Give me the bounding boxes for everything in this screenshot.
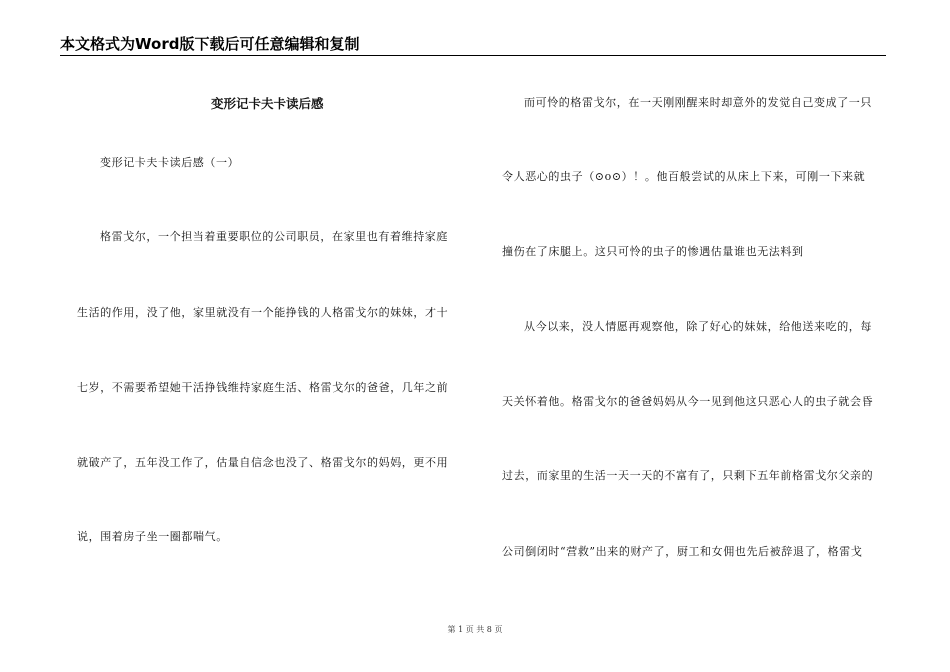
paragraph-line: 从今以来，没人情愿再观察他，除了好心的妹妹，给他送来吃的，每 [524, 320, 872, 333]
paragraph-line: 公司倒闭时“营救”出来的财产了，厨工和女佣也先后被辞退了，格雷戈 [502, 545, 863, 558]
paragraph-line: 而可怜的格雷戈尔，在一天刚刚醒来时却意外的发觉自己变成了一只 [524, 96, 872, 109]
paragraph-line: 变形记卡夫卡读后感（一） [100, 156, 240, 169]
paragraph-line: 令人恶心的虫子（⊙o⊙）！。他百般尝试的从床上下来，可刚一下来就 [502, 170, 866, 183]
paragraph-line: 格雷戈尔，一个担当着重要职位的公司职员，在家里也有着维持家庭 [100, 230, 448, 243]
document-header-title: 本文格式为Word版下载后可任意编辑和复制 [60, 35, 360, 53]
paragraph-line: 说，围着房子坐一圈都喘气。 [77, 530, 228, 543]
page-number: 第 1 页 共 8 页 [447, 625, 503, 634]
paragraph-line: 生活的作用，没了他，家里就没有一个能挣钱的人格雷戈尔的妹妹，才十 [77, 306, 449, 319]
paragraph-line: 撞伤在了床腿上。这只可怜的虫子的惨遇估量谁也无法料到 [502, 245, 804, 258]
paragraph-line: 天关怀着他。格雷戈尔的爸爸妈妈从今一见到他这只恶心人的虫子就会昏 [502, 395, 874, 408]
header-divider [60, 55, 886, 56]
paragraph-line: 就破产了，五年没工作了，估量自信念也没了、格雷戈尔的妈妈，更不用 [77, 456, 449, 469]
paragraph-line: 七岁，不需要希望她干活挣钱维持家庭生活、格雷戈尔的爸爸，几年之前 [77, 381, 449, 394]
page-title: 变形记卡夫卡读后感 [211, 96, 324, 111]
paragraph-line: 过去，而家里的生活一天一天的不富有了，只剩下五年前格雷戈尔父亲的 [502, 469, 874, 482]
